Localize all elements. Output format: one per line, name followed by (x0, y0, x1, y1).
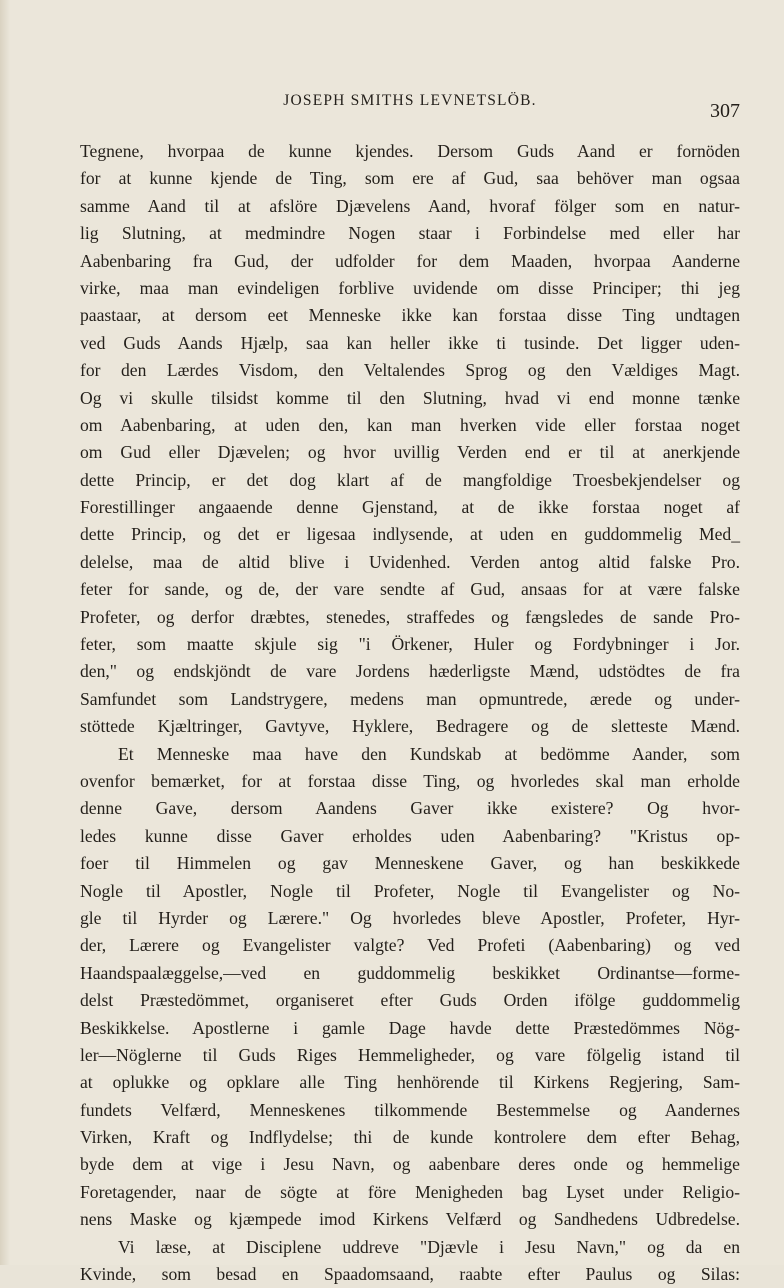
text-line: Beskikkelse. Apostlerne i gamle Dage havde dette Præstedömmes Nög- (80, 1017, 740, 1038)
text-line: Og vi skulle tilsidst komme til den Slutning, hvad vi end monne tænke (80, 387, 740, 408)
text-line: byde dem at vige i Jesu Navn, og aabenbare deres onde og hemmelige (80, 1154, 740, 1175)
text-line: foer til Himmelen og gav Menneskene Gaver, og han beskikkede (80, 853, 740, 874)
running-title: JOSEPH SMITHS LEVNETSLÖB. (283, 92, 537, 109)
text-line: ler—Nöglerne til Guds Riges Hemmeligheder, og vare fölgelig istand til (80, 1044, 740, 1065)
text-line: den," og endskjöndt de vare Jordens hæderligste Mænd, udstödtes de fra (80, 661, 740, 682)
paragraph-first-line: Et Menneske maa have den Kundskab at bedömme Aander, som (118, 743, 740, 764)
text-line: gle til Hyrder og Lærere." Og hvorledes bleve Apostler, Profeter, Hyr- (80, 907, 740, 928)
text-line: dette Princip, er det dog klart af de mangfoldige Troesbekjendelser og (80, 469, 740, 490)
text-line: stöttede Kjæltringer, Gavtyve, Hyklere, Bedragere og de sletteste Mænd. (80, 716, 740, 737)
text-line: virke, maa man evindeligen forblive uvidende om disse Principer; thi jeg (80, 277, 740, 298)
text-line: Nogle til Apostler, Nogle til Profeter, Nogle til Evangelister og No- (80, 880, 740, 901)
text-line: samme Aand til at afslöre Djævelens Aand, hvoraf fölger som en natur- (80, 195, 740, 216)
text-line: denne Gave, dersom Aandens Gaver ikke existere? Og hvor- (80, 798, 740, 819)
page-header (80, 92, 740, 128)
text-line: Aabenbaring fra Gud, der udfolder for dem Maaden, hvorpaa Aanderne (80, 250, 740, 271)
text-line: ledes kunne disse Gaver erholdes uden Aabenbaring? "Kristus op- (80, 825, 740, 846)
text-line: feter, som maatte skjule sig "i Örkener, Huler og Fordybninger i Jor. (80, 634, 740, 655)
text-line: delst Præstedömmet, organiseret efter Guds Orden ifölge guddommelig (80, 990, 740, 1011)
text-line: Virken, Kraft og Indflydelse; thi de kunde kontrolere dem efter Behag, (80, 1127, 740, 1148)
text-line: fundets Velfærd, Menneskenes tilkommende Bestemmelse og Aandernes (80, 1099, 740, 1120)
text-line: om Gud eller Djævelen; og hvor uvillig Verden end er til at anerkjende (80, 442, 740, 463)
text-line: Foretagender, naar de sögte at före Menigheden bag Lyset under Religio- (80, 1181, 740, 1202)
text-line: om Aabenbaring, at uden den, kan man hverken vide eller forstaa noget (80, 414, 740, 435)
body-text (80, 138, 740, 1288)
page-number: 307 (710, 100, 740, 122)
text-line: for den Lærdes Visdom, den Veltalendes Sprog og den Vældiges Magt. (80, 360, 740, 381)
text-line: dette Princip, og det er ligesaa indlysende, at uden en guddommelig Med_ (80, 524, 740, 545)
text-line: der, Lærere og Evangelister valgte? Ved Profeti (Aabenbaring) og ved (80, 935, 740, 956)
text-line: Samfundet som Landstrygere, medens man opmuntrede, ærede og under- (80, 688, 740, 709)
text-line: Haandspaalæggelse,—ved en guddommelig beskikket Ordinantse—forme- (80, 962, 740, 983)
text-line: feter for sande, og de, der vare sendte af Gud, ansaas for at være falske (80, 579, 740, 600)
text-line: Forestillinger angaaende denne Gjenstand, at de ikke forstaa noget af (80, 497, 740, 518)
text-line: Kvinde, som besad en Spaadomsaand, raabte efter Paulus og Silas: (80, 1264, 740, 1285)
text-line: nens Maske og kjæmpede imod Kirkens Velfærd og Sandhedens Udbredelse. (80, 1209, 740, 1230)
text-line: lig Slutning, at medmindre Nogen staar i Forbindelse med eller har (80, 223, 740, 244)
text-line: Tegnene, hvorpaa de kunne kjendes. Dersom Guds Aand er fornöden (80, 141, 740, 161)
text-line: ovenfor bemærket, for at forstaa disse Ting, og hvorledes skal man erholde (80, 770, 740, 791)
text-line: delelse, maa de altid blive i Uvidenhed. Verden antog altid falske Pro. (80, 551, 740, 572)
text-line: at oplukke og opklare alle Ting henhörende til Kirkens Regjering, Sam- (80, 1072, 740, 1093)
text-line: ved Guds Aands Hjælp, saa kan heller ikke ti tusinde. Det ligger uden- (80, 332, 740, 353)
text-line: for at kunne kjende de Ting, som ere af Gud, saa behöver man ogsaa (80, 168, 740, 189)
text-line: Profeter, og derfor dræbtes, stenedes, straffedes og fængsledes de sande Pro- (80, 606, 740, 627)
text-line: paastaar, at dersom eet Menneske ikke kan forstaa disse Ting undtagen (80, 305, 740, 326)
paragraph-first-line: Vi læse, at Disciplene uddreve "Djævle i Jesu Navn," og da en (118, 1236, 740, 1257)
